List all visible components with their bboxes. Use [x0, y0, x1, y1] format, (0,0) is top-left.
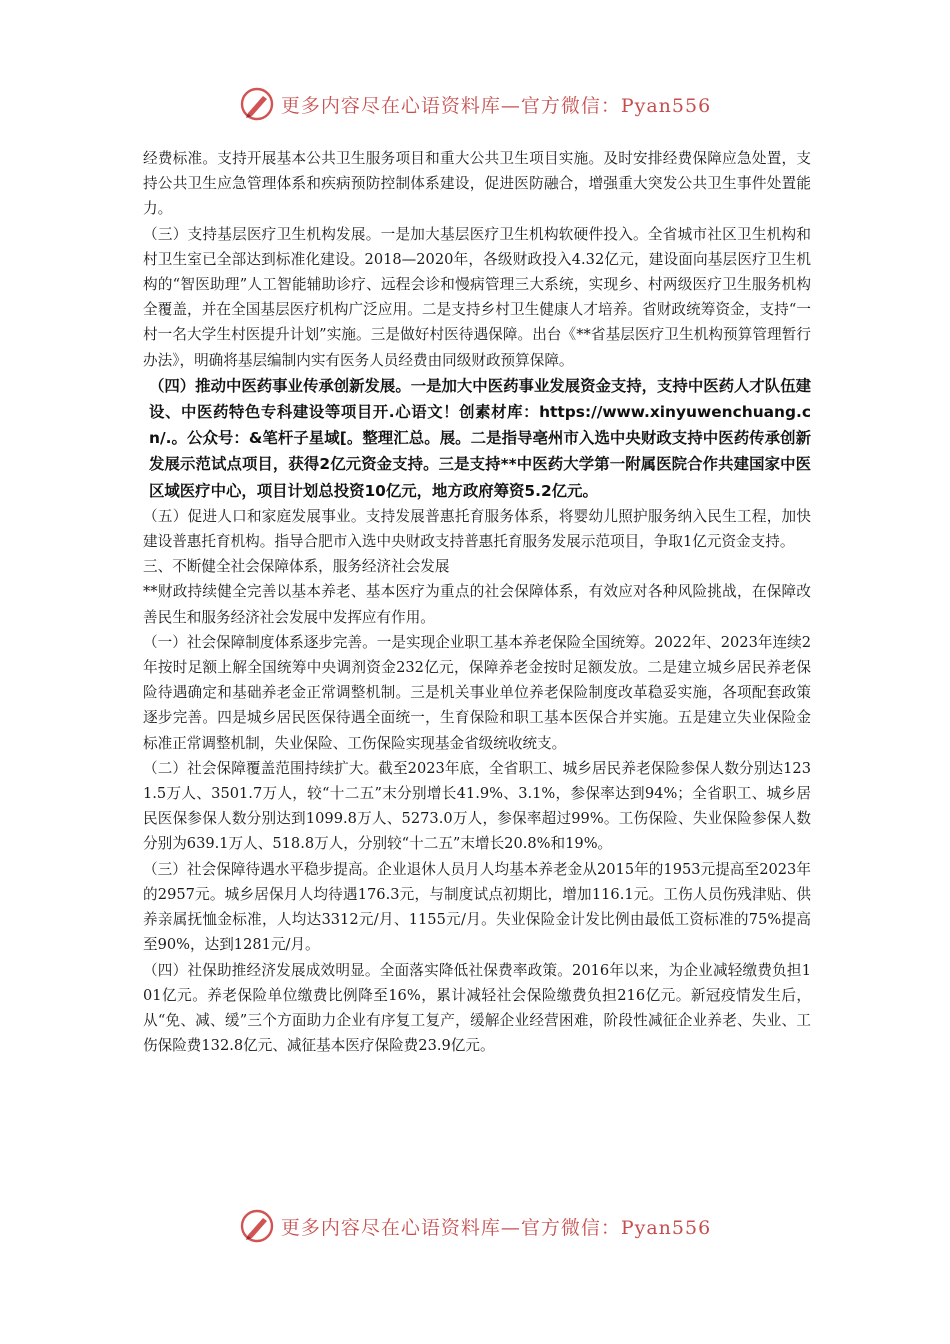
pen-circle-logo-icon [239, 86, 275, 122]
paragraph-social-security-intro: **财政持续健全完善以基本养老、基本医疗为重点的社会保障体系，有效应对各种风险挑战，在保障改善民生和服务经济社会发展中发挥应有作用。 [143, 583, 811, 626]
footer-banner [0, 1208, 950, 1244]
section-heading-social-security: 三、不断健全社会保障体系，服务经济社会发展 [143, 558, 450, 576]
footer-banner-text: 更多内容尽在心语资料库—官方微信：Pyan556 [280, 1216, 712, 1239]
document-body [143, 146, 811, 1058]
paragraph-coverage-expansion: （二）社会保障覆盖范围持续扩大。截至2023年底，全省职工、城乡居民养老保险参保人数分别达1231.5万人、3501.7万人，较“十二五”末分别增长41.9%、3.1%，参保率达到94%；全省职工、城乡居民医保参保人数分别达到1099.8万人、5273.0万人，参保率超过99%。工伤保险、失业保险参保人数分别为639.1万人、518.8万人，分别较“十二五”末增长20.8%和19%。 [143, 759, 811, 853]
paragraph-economic-boost: （四）社保助推经济发展成效明显。全面落实降低社保费率政策。2016年以来，为企业减轻缴费负担101亿元。养老保险单位缴费比例降至16%，累计减轻社会保险缴费负担216亿元。新冠疫情发生后，从“免、减、缓”三个方面助力企业有序复工复产，缓解企业经营困难，阶段性减征企业养老、失业、工伤保险费132.8亿元、减征基本医疗保险费23.9亿元。 [143, 961, 811, 1055]
paragraph-primary-care: （三）支持基层医疗卫生机构发展。一是加大基层医疗卫生机构软硬件投入。全省城市社区卫生机构和村卫生室已全部达到标准化建设。2018—2020年，各级财政投入4.32亿元，建设面向基层医疗卫生机构的“智医助理”人工智能辅助诊疗、远程会诊和慢病管理三大系统，实现乡、村两级医疗卫生服务机构全覆盖，并在全国基层医疗机构广泛应用。二是支持乡村卫生健康人才培养。省财政统筹资金，支持“一村一名大学生村医提升计划”实施。三是做好村医待遇保障。出台《**省基层医疗卫生机构预算管理暂行办法》，明确将基层编制内实有医务人员经费由同级财政预算保障。 [143, 225, 811, 369]
header-banner-text: 更多内容尽在心语资料库—官方微信：Pyan556 [280, 94, 712, 117]
header-banner [0, 86, 950, 122]
paragraph-public-health-funding: 经费标准。支持开展基本公共卫生服务项目和重大公共卫生项目实施。及时安排经费保障应急处置，支持公共卫生应急管理体系和疾病预防控制体系建设，促进医防融合，增强重大突发公共卫生事件处置能力。 [143, 150, 811, 218]
paragraph-tcm-development: （四）推动中医药事业传承创新发展。一是加大中医药事业发展资金支持，支持中医药人才队伍建设、中医药特色专科建设等项目开.心语文！创素材库：https://www.xinyuwenchuang.cn/.。公众号：&笔杆子星域[。整理汇总。展。二是指导亳州市入选中央财政支持中医药传承创新发展示范试点项目，获得2亿元资金支持。三是支持**中医药大学第一附属医院合作共建国家中医区域医疗中心，项目计划总投资10亿元，地方政府筹资5.2亿元。 [149, 376, 811, 500]
paragraph-benefit-levels: （三）社会保障待遇水平稳步提高。企业退休人员月人均基本养老金从2015年的1953元提高至2023年的2957元。城乡居保月人均待遇176.3元，与制度试点初期比，增加116.1元。工伤人员伤残津贴、供养亲属抚恤金标准，人均达3312元/月、1155元/月。失业保险金计发比例由最低工资标准的75%提高至90%，达到1281元/月。 [143, 860, 811, 954]
paragraph-system-improvement: （一）社会保障制度体系逐步完善。一是实现企业职工基本养老保险全国统筹。2022年、2023年连续2年按时足额上解全国统筹中央调剂资金232亿元，保障养老金按时足额发放。二是建立城乡居民养老保险待遇确定和基础养老金正常调整机制。三是机关事业单位养老保险制度改革稳妥实施，各项配套政策逐步完善。四是城乡居民医保待遇全面统一，生育保险和职工基本医保合并实施。五是建立失业保险金标准正常调整机制，失业保险、工伤保险实现基金省级统收统支。 [143, 633, 811, 752]
pen-circle-logo-icon [239, 1208, 275, 1244]
paragraph-population-family: （五）促进人口和家庭发展事业。支持发展普惠托育服务体系，将婴幼儿照护服务纳入民生工程，加快建设普惠托育机构。指导合肥市入选中央财政支持普惠托育服务发展示范项目，争取1亿元资金支持。 [143, 507, 811, 551]
